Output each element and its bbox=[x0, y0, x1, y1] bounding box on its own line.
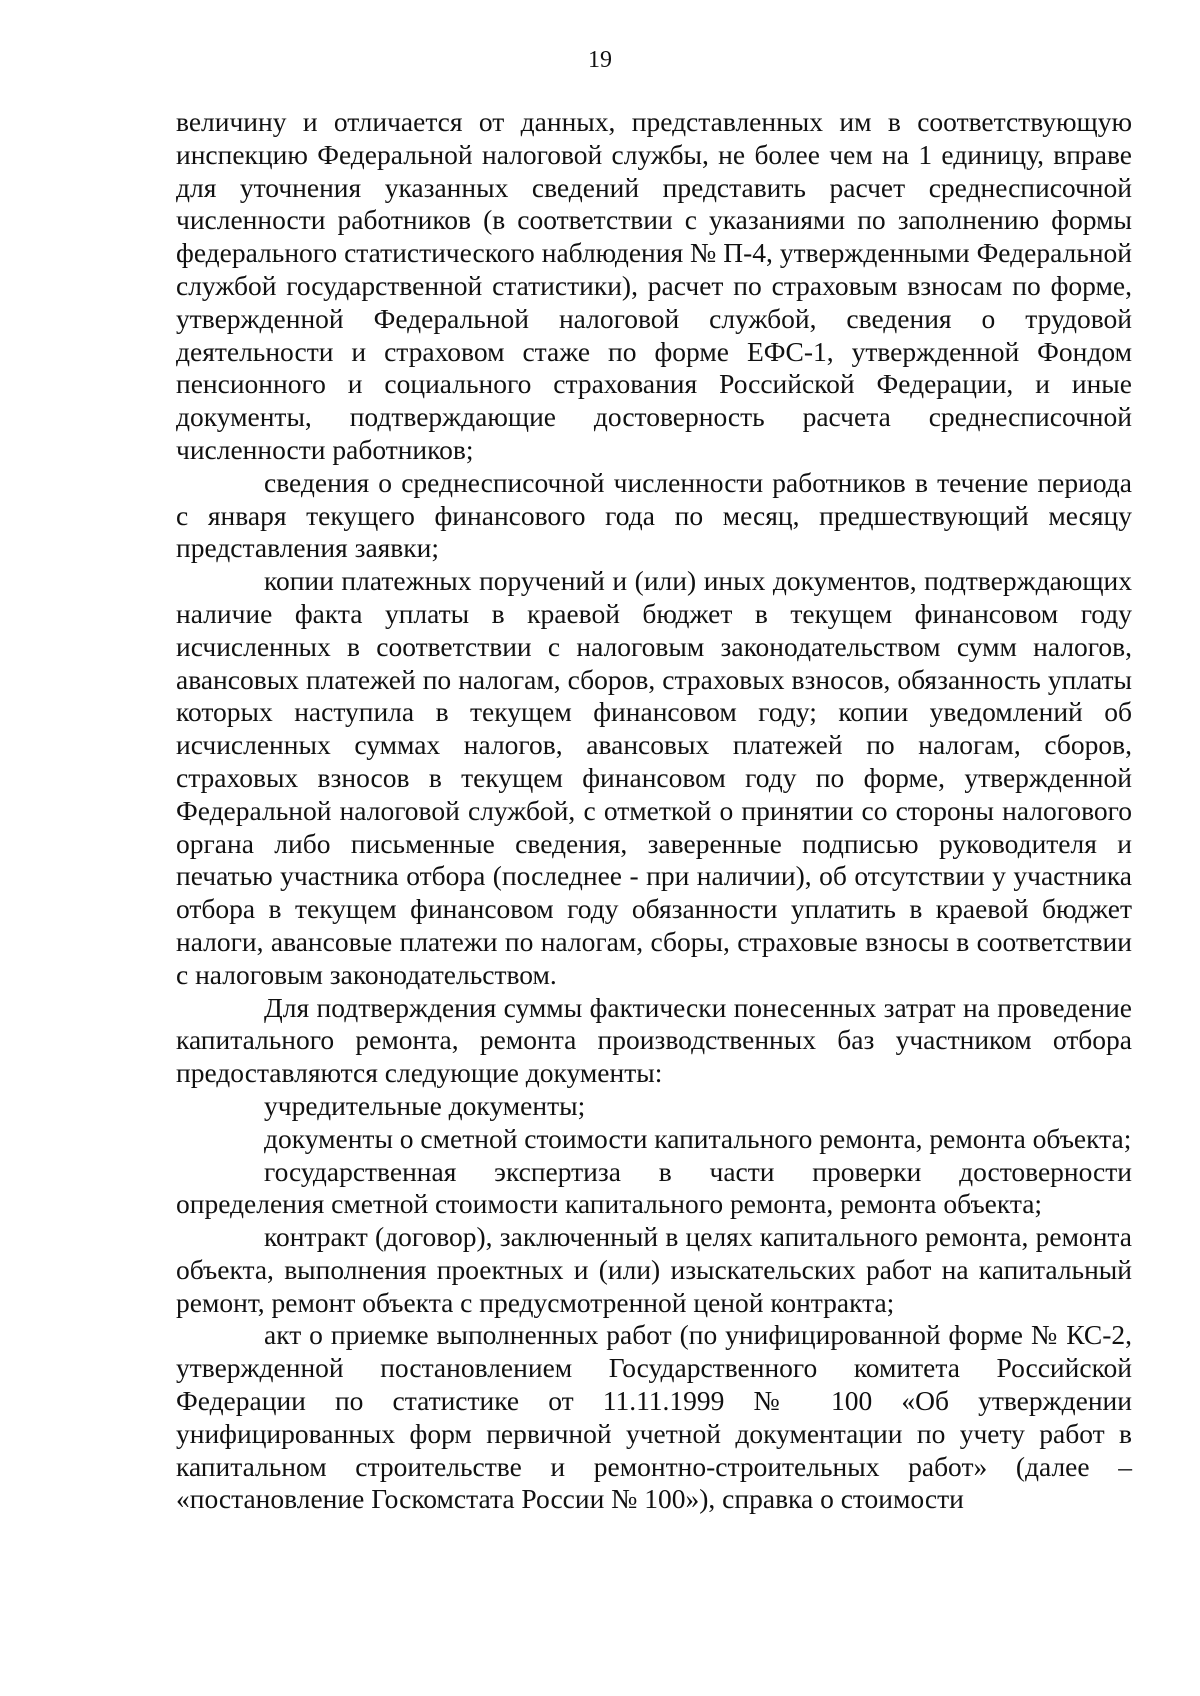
paragraph: величину и отличается от данных, представленных им в соответствующую инспекцию Федеральной налоговой службы, не более чем на 1 единицу, вправе для уточнения указанных сведений представить расчет среднесписочной численности работников (в соответствии с указаниями по заполнению формы федерального статистического наблюдения № П-4, утвержденными Федеральной службой государственной статистики), расчет по страховым взносам по форме, утвержденной Федеральной налоговой службой, сведения о трудовой деятельности и страховом стаже по форме ЕФС-1, утвержденной Фондом пенсионного и социального страхования Российской Федерации, и иные документы, подтверждающие достоверность расчета среднесписочной численности работников; bbox=[176, 106, 1132, 465]
paragraph: государственная экспертиза в части проверки достоверности определения сметной стоимости капитального ремонта, ремонта объекта; bbox=[176, 1155, 1132, 1220]
document-body bbox=[176, 106, 1132, 1516]
paragraph: сведения о среднесписочной численности работников в течение периода с января текущего финансового года по месяц, предшествующий месяцу представления заявки; bbox=[176, 466, 1132, 564]
paragraph: учредительные документы; bbox=[264, 1089, 586, 1121]
paragraph: копии платежных поручений и (или) иных документов, подтверждающих наличие факта уплаты в краевой бюджет в текущем финансовом году исчисленных в соответствии с налоговым законодательством сумм налогов, авансовых платежей по налогам, сборов, страховых взносов, обязанность уплаты которых наступила в текущем финансовом году; копии уведомлений об исчисленных суммах налогов, авансовых платежей по налогам, сборов, страховых взносов в текущем финансовом году по форме, утвержденной Федеральной налоговой службой, с отметкой о принятии со стороны налогового органа либо письменные сведения, заверенные подписью руководителя и печатью участника отбора (последнее - при наличии), об отсутствии у участника отбора в текущем финансовом году обязанности уплатить в краевой бюджет налоги, авансовые платежи по налогам, сборы, страховые взносы в соответствии с налоговым законодательством. bbox=[176, 565, 1132, 990]
paragraph: Для подтверждения суммы фактически понесенных затрат на проведение капитального ремонта, ремонта производственных баз участником отбора предоставляются следующие документы: bbox=[176, 991, 1132, 1089]
page-number: 19 bbox=[588, 47, 612, 73]
paragraph: акт о приемке выполненных работ (по унифицированной форме № КС-2, утвержденной постановлением Государственного комитета Российской Федерации по статистике от 11.11.1999 № 100 «Об утверждении унифицированных форм первичной учетной документации по учету работ в капитальном строительстве и ремонтно-строительных работ» (далее – «постановление Госкомстата России № 100»), справка о стоимости bbox=[176, 1319, 1132, 1515]
paragraph: контракт (договор), заключенный в целях капитального ремонта, ремонта объекта, выполнения проектных и (или) изыскательских работ на капитальный ремонт, ремонт объекта с предусмотренной ценой контракта; bbox=[176, 1221, 1132, 1318]
paragraph: документы о сметной стоимости капитального ремонта, ремонта объекта; bbox=[264, 1122, 1132, 1154]
